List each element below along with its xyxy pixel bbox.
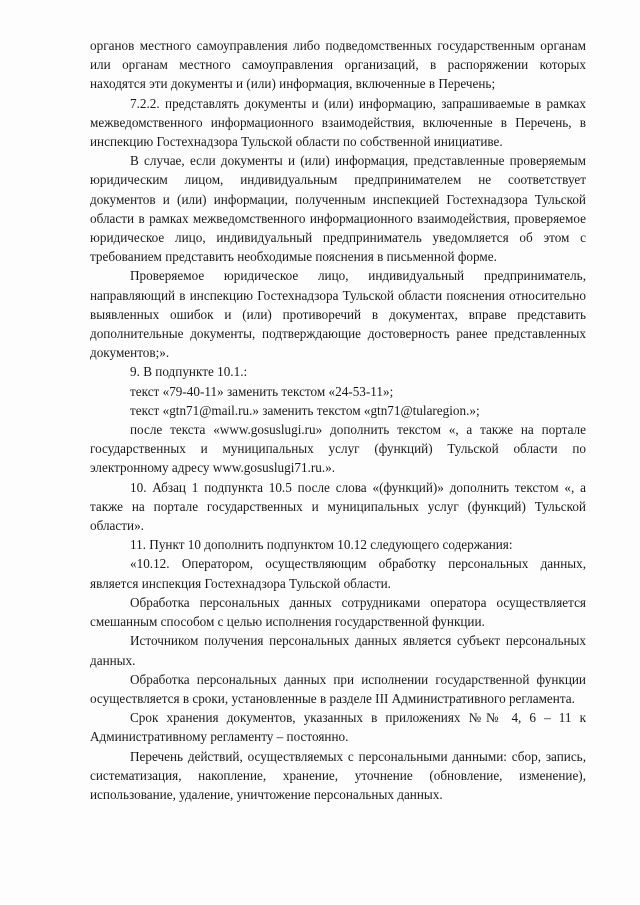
paragraph-phone-replace: текст «79-40-11» заменить текстом «24-53-11»; [130,383,394,399]
paragraph-storage: Срок хранения документов, указанных в приложениях №№ 4, 6 – 11 к Административному регламенту – постоянно. [90,710,586,745]
paragraph-checked-entity: Проверяемое юридическое лицо, индивидуальный предприниматель, направляющий в инспекцию Гостехнадзора Тульской области пояснения относительно выявленных ошибок и (или) противоречий в документах, вправе представить дополнительные документы, подтверждающие достоверность ранее представленных документов;». [90,268,586,361]
paragraph-source: Источником получения персональных данных является субъект персональных данных. [90,633,586,668]
paragraph-case: В случае, если документы и (или) информация, представленные проверяемым юридическим лицом, индивидуальным предпринимателем не соответствует документов и (или) информации, полученным инспекцией Гостехнадзора Тульской области в рамках межведомственного информационного взаимодействия, проверяемое юридическое лицо, индивидуальный предприниматель уведомляется об этом с требованием представить необходимые пояснения в письменной форме. [90,153,586,265]
paragraph-7-2-2: 7.2.2. представлять документы и (или) информацию, запрашиваемые в рамках межведомственного информационного взаимодействия, включенные в Перечень, в инспекцию Гостехнадзора Тульской области по собственной инициативе. [90,95,586,150]
paragraph-processing: Обработка персональных данных сотрудниками оператора осуществляется смешанным способом с целью исполнения государственной функции. [90,594,586,630]
paragraph-gosuslugi-add: после текста «www.gosuslugi.ru» дополнить текстом «, а также на портале государственных и муниципальных услуг (функций) Тульской области по электронному адресу www.gosuslugi71.ru.». [90,422,586,476]
paragraph-email-replace: текст «gtn71@mail.ru.» заменить текстом «gtn71@tularegion.»; [130,402,480,418]
paragraph-item-10: 10. Абзац 1 подпункта 10.5 после слова «(функций)» дополнить текстом «, а также на портале государственных и муниципальных услуг (функций) Тульской области». [90,479,586,534]
paragraph-item-11: 11. Пункт 10 дополнить подпунктом 10.12 следующего содержания: [130,537,513,553]
paragraph-item-9: 9. В подпункте 10.1.: [130,364,248,380]
paragraph-terms: Обработка персональных данных при исполнении государственной функции осуществляется в сроки, установленные в разделе III Административного регламента. [90,671,586,706]
paragraph-actions: Перечень действий, осуществляемых с персональными данными: сбор, запись, систематизация, накопление, хранение, уточнение (обновление, изменение), использование, удаление, уничтожение персональных данных. [90,748,586,802]
paragraph-10-12: «10.12. Оператором, осуществляющим обработку персональных данных, является инспекция Гостехнадзора Тульской области. [90,556,586,591]
paragraph-continuation: органов местного самоуправления либо подведомственных государственным органам или органам местного самоуправления организаций, в распоряжении которых находятся эти документы и (или) информация, включенные в Перечень; [90,38,586,92]
